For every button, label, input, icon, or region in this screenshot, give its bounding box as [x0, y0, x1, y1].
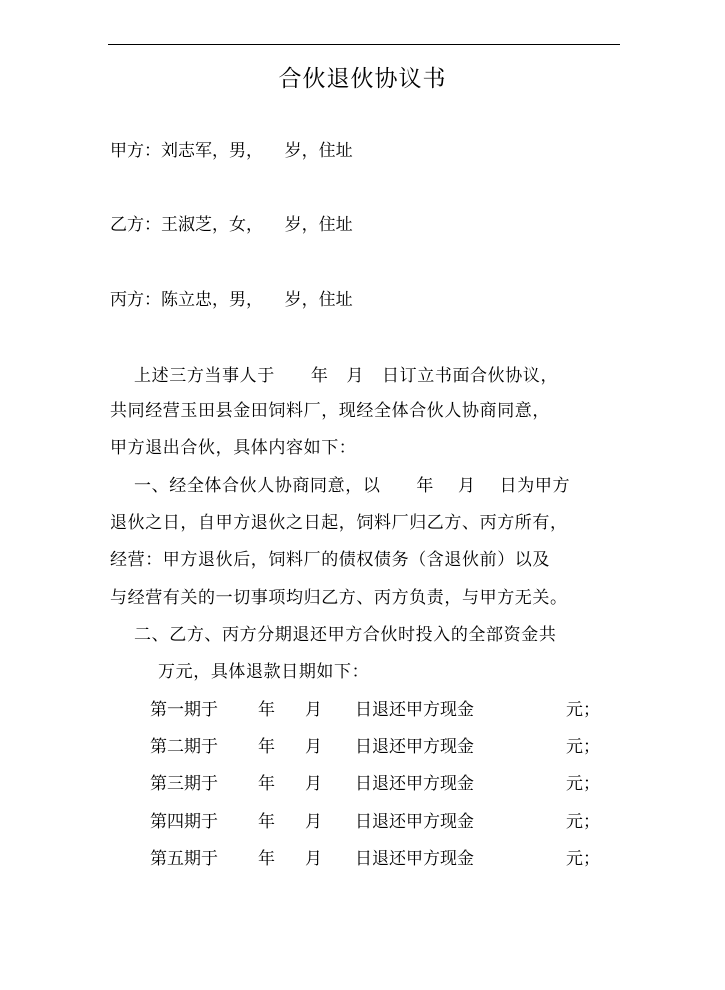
- schedule-unit: 元；: [566, 812, 600, 832]
- body-line: 与经营有关的一切事项均归乙方、丙方负责，与甲方无关。: [110, 588, 568, 608]
- schedule-desc: 日退还甲方现金: [355, 700, 474, 720]
- schedule-month: 月: [305, 812, 322, 832]
- party-a-line: 甲方：刘志军，男， 岁，住址: [110, 141, 353, 161]
- schedule-period: 第二期于: [150, 737, 218, 757]
- body-line: 二、乙方、丙方分期退还甲方合伙时投入的全部资金共: [110, 625, 557, 645]
- party-b-line: 乙方：王淑芝，女， 岁，住址: [110, 215, 353, 235]
- schedule-unit: 元；: [566, 700, 600, 720]
- schedule-desc: 日退还甲方现金: [355, 737, 474, 757]
- schedule-year: 年: [258, 700, 275, 720]
- schedule-desc: 日退还甲方现金: [355, 812, 474, 832]
- schedule-year: 年: [258, 774, 275, 794]
- body-line: 上述三方当事人于 年 月 日订立书面合伙协议，: [110, 366, 559, 386]
- schedule-unit: 元；: [566, 737, 600, 757]
- schedule-period: 第五期于: [150, 849, 218, 869]
- schedule-month: 月: [305, 700, 322, 720]
- schedule-period: 第三期于: [150, 774, 218, 794]
- body-line: 经营：甲方退伙后，饲料厂的债权债务（含退伙前）以及: [110, 550, 550, 570]
- schedule-year: 年: [258, 737, 275, 757]
- schedule-unit: 元；: [566, 849, 600, 869]
- body-line: 甲方退出合伙，具体内容如下：: [110, 438, 357, 458]
- schedule-month: 月: [305, 737, 322, 757]
- document-title: 合伙退伙协议书: [278, 66, 447, 92]
- schedule-year: 年: [258, 849, 275, 869]
- schedule-year: 年: [258, 812, 275, 832]
- schedule-unit: 元；: [566, 774, 600, 794]
- schedule-month: 月: [305, 774, 322, 794]
- body-line: 万元，具体退款日期如下：: [110, 662, 370, 682]
- schedule-month: 月: [305, 849, 322, 869]
- schedule-period: 第四期于: [150, 812, 218, 832]
- body-line: 共同经营玉田县金田饲料厂，现经全体合伙人协商同意，: [110, 401, 550, 421]
- header-rule: [108, 44, 620, 45]
- party-c-line: 丙方：陈立忠，男， 岁，住址: [110, 290, 353, 310]
- schedule-period: 第一期于: [150, 700, 218, 720]
- body-line: 一、经全体合伙人协商同意，以 年 月 日为甲方: [110, 476, 571, 496]
- body-line: 退伙之日，自甲方退伙之日起，饲料厂归乙方、丙方所有，: [110, 513, 568, 533]
- schedule-desc: 日退还甲方现金: [355, 774, 474, 794]
- schedule-desc: 日退还甲方现金: [355, 849, 474, 869]
